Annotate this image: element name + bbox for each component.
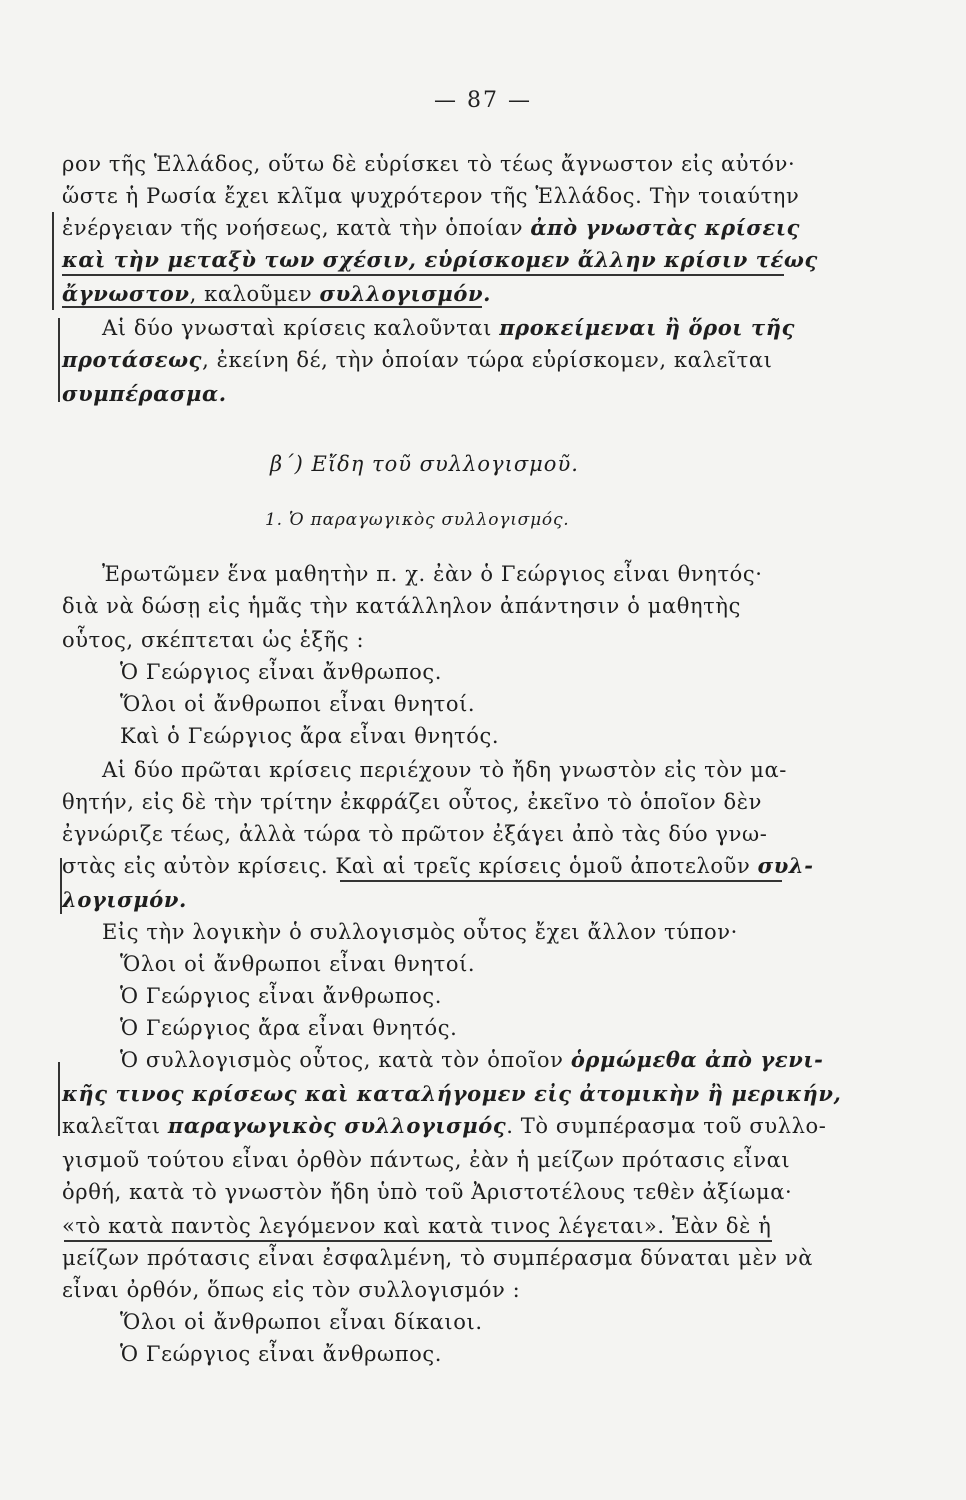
text-line: γισμοῦ τούτου εἶναι ὀρθὸν πάντως, ἐὰν ἡ μείζων πρότασις εἶναι (62, 1148, 791, 1172)
section-subheading: 1. Ὁ παραγωγικὸς συλλογισμός. (265, 510, 570, 530)
text-line: θητήν, εἰς δὲ τὴν τρίτην ἐκφράζει οὗτος, ἐκεῖνο τὸ ὁποῖον δὲν (62, 790, 762, 814)
text-line: συμπέρασμα. (62, 381, 227, 406)
margin-mark (58, 1062, 60, 1136)
text-line: Ὅλοι οἱ ἄνθρωποι εἶναι θνητοί. (120, 952, 476, 976)
text-line: μείζων πρότασις εἶναι ἐσφαλμένη, τὸ συμπέρασμα δύναται μὲν νὰ (62, 1246, 813, 1270)
text-line: στὰς εἰς αὐτὸν κρίσεις. Καὶ αἱ τρεῖς κρίσεις ὁμοῦ ἀποτελοῦν συλ- (62, 853, 814, 878)
text-line: Εἰς τὴν λογικὴν ὁ συλλογισμὸς οὗτος ἔχει ἄλλον τύπον· (102, 920, 738, 944)
text-line: Ὅλοι οἱ ἄνθρωποι εἶναι δίκαιοι. (120, 1310, 483, 1334)
text-line: Ὅλοι οἱ ἄνθρωποι εἶναι θνητοί. (120, 692, 476, 716)
margin-mark (52, 212, 54, 310)
text-line: προτάσεως, ἐκείνη δέ, τὴν ὁποίαν τώρα εὑρίσκομεν, καλεῖται (62, 347, 773, 372)
underline-mark (64, 1240, 772, 1242)
text-line: Ὁ Γεώργιος εἶναι ἄνθρωπος. (120, 660, 443, 684)
underline-mark (62, 306, 482, 308)
text-line: ἐγνώριζε τέως, ἀλλὰ τώρα τὸ πρῶτον ἐξάγει ἀπὸ τὰς δύο γνω- (62, 822, 768, 846)
section-heading: β΄) Εἴδη τοῦ συλλογισμοῦ. (270, 452, 579, 476)
text-line: ἐνέργειαν τῆς νοήσεως, κατὰ τὴν ὁποίαν ἀπὸ γνωστὰς κρίσεις (62, 215, 801, 240)
margin-mark (58, 318, 60, 402)
underline-mark (340, 880, 782, 882)
text-line: ὀρθή, κατὰ τὸ γνωστὸν ἤδη ὑπὸ τοῦ Ἀριστοτέλους τεθὲν ἀξίωμα· (62, 1180, 793, 1204)
text-line: λογισμόν. (62, 887, 187, 912)
page-number: — 87 — (434, 88, 532, 113)
text-line: Ὁ συλλογισμὸς οὗτος, κατὰ τὸν ὁποῖον ὁρμώμεθα ἀπὸ γενι- (120, 1047, 824, 1072)
text-line: ρον τῆς Ἑλλάδος, οὕτω δὲ εὑρίσκει τὸ τέως ἄγνωστον εἰς αὐτόν· (62, 152, 796, 176)
text-line: εἶναι ὀρθόν, ὅπως εἰς τὸν συλλογισμόν : (62, 1278, 521, 1302)
text-line: οὗτος, σκέπτεται ὡς ἑξῆς : (62, 628, 365, 652)
text-line: καλεῖται παραγωγικὸς συλλογισμός. Τὸ συμπέρασμα τοῦ συλλο- (62, 1113, 827, 1138)
text-line: ἄγνωστον, καλοῦμεν συλλογισμόν. (62, 281, 492, 306)
text-line: Αἱ δύο πρῶται κρίσεις περιέχουν τὸ ἤδη γνωστὸν εἰς τὸν μα- (102, 758, 787, 782)
text-line: Αἱ δύο γνωσταὶ κρίσεις καλοῦνται προκείμεναι ἢ ὅροι τῆς (102, 315, 795, 340)
text-line: Ὁ Γεώργιος ἄρα εἶναι θνητός. (120, 1016, 458, 1040)
text-line: «τὸ κατὰ παντὸς λεγόμενον καὶ κατὰ τινος λέγεται». Ἐὰν δὲ ἡ (62, 1214, 772, 1238)
text-line: κῆς τινος κρίσεως καὶ καταλήγομεν εἰς ἀτομικὴν ἢ μερικήν, (62, 1081, 842, 1106)
underline-mark (62, 274, 784, 276)
text-line: Καὶ ὁ Γεώργιος ἄρα εἶναι θνητός. (120, 724, 500, 748)
text-line: Ὁ Γεώργιος εἶναι ἄνθρωπος. (120, 1342, 443, 1366)
text-line: Ὁ Γεώργιος εἶναι ἄνθρωπος. (120, 984, 443, 1008)
text-line: καὶ τὴν μεταξὺ των σχέσιν, εὑρίσκομεν ἄλλην κρίσιν τέως (62, 247, 818, 272)
text-line: διὰ νὰ δώσῃ εἰς ἡμᾶς τὴν κατάλληλον ἀπάντησιν ὁ μαθητὴς (62, 594, 741, 618)
text-line: Ἐρωτῶμεν ἕνα μαθητὴν π. χ. ἐὰν ὁ Γεώργιος εἶναι θνητός· (102, 562, 763, 586)
margin-mark (60, 858, 62, 914)
text-line: ὥστε ἡ Ρωσία ἔχει κλῖμα ψυχρότερον τῆς Ἑλλάδος. Τὴν τοιαύτην (62, 184, 800, 208)
